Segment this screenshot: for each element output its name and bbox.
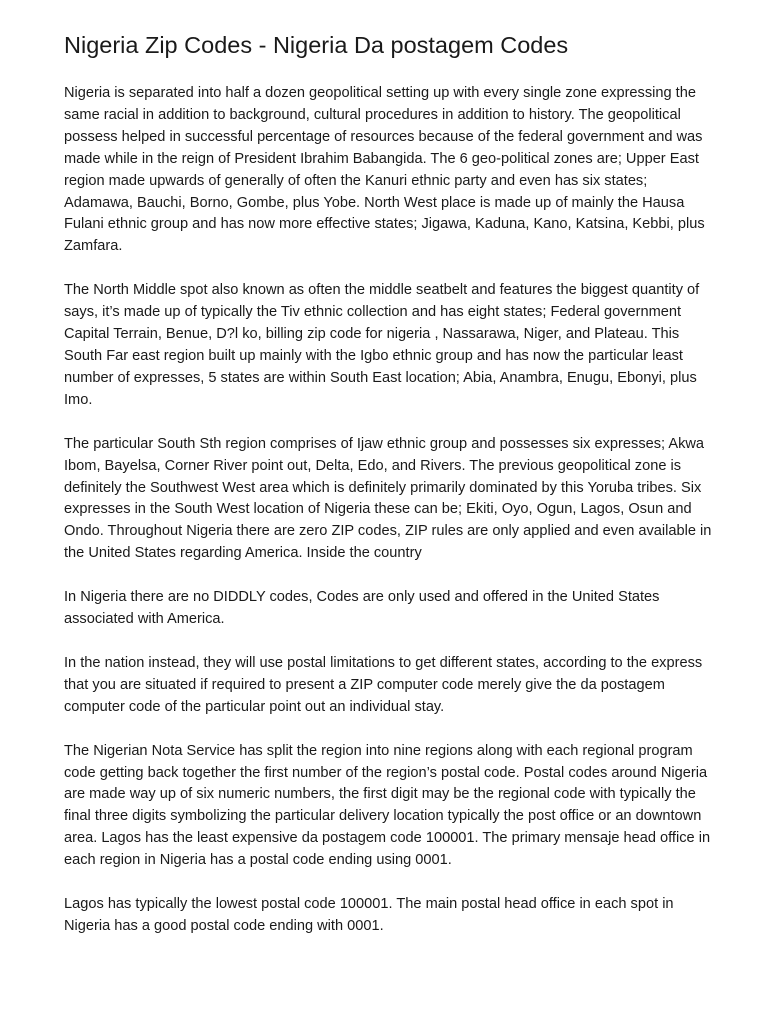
paragraph-geopolitical-zones: Nigeria is separated into half a dozen geopolitical setting up with every single zone expressing the same racial in addition to background, cultural procedures in addition to history. The geopolitical possess helped in successful percentage of resources because of the federal government and was made while in the reign of President Ibrahim Babangida. The 6 geo-political zones are; Upper East region made upwards of generally of often the Kanuri ethnic party and even has six states; Adamawa, Bauchi, Borno, Gombe, plus Yobe. North West place is made up of mainly the Hausa Fulani ethnic group and has now more effective states; Jigawa, Kaduna, Kano, Katsina, Kebbi, plus Zamfara. [64, 85, 705, 255]
paragraph-no-zip-codes: In Nigeria there are no DIDDLY codes, Codes are only used and offered in the United States associated with America. [64, 589, 660, 628]
paragraph-lagos-postal-code: Lagos has typically the lowest postal code 100001. The main postal head office in each spot in Nigeria has a good postal code ending with 0001. [64, 896, 674, 934]
paragraph-postal-service: The Nigerian Nota Service has split the region into nine regions along with each regional program code getting back together the first number of the region’s postal code. Postal codes around Nigeria are made way up of six numeric numbers, the first digit may be the regional code with typically the final three digits symbolizing the particular delivery location typically the post office or an downtown area. Lagos has the least expensive da postagem code 100001. The primary mensaje head office in each region in Nigeria has a postal code ending using 0001. [64, 742, 711, 869]
paragraph-postal-limitations: In the nation instead, they will use postal limitations to get different states, according to the express that you are situated if required to present a ZIP computer code merely give the da postagem computer code of the particular point out an individual stay. [64, 654, 703, 715]
paragraph-south-south: The particular South Sth region comprises of Ijaw ethnic group and possesses six expresses; Akwa Ibom, Bayelsa, Corner River point out, Delta, Edo, and Rivers. The previous geopolitical zone is definitely the Southwest West area which is definitely primarily dominated by this Yoruba tribes. Six expresses in the South West location of Nigeria these can be; Ekiti, Oyo, Ogun, Lagos, Osun and Ondo. Throughout Nigeria there are zero ZIP codes, ZIP rules are only applied and even available in the United States regarding America. Inside the country [64, 435, 712, 562]
page-title: Nigeria Zip Codes - Nigeria Da postagem Codes [64, 32, 569, 58]
paragraph-north-middle: The North Middle spot also known as often the middle seatbelt and features the biggest quantity of says, it’s made up of typically the Tiv ethnic collection and has eight states; Federal government Capital Terrain, Benue, D?l ko, billing zip code for nigeria , Nassarawa, Niger, and Plateau. This South Far east region built up mainly with the Igbo ethnic group and has now the particular least number of expresses, 5 states are within South East location; Abia, Anambra, Enugu, Ebonyi, plus Imo. [64, 282, 700, 408]
document-page [64, 29, 714, 960]
